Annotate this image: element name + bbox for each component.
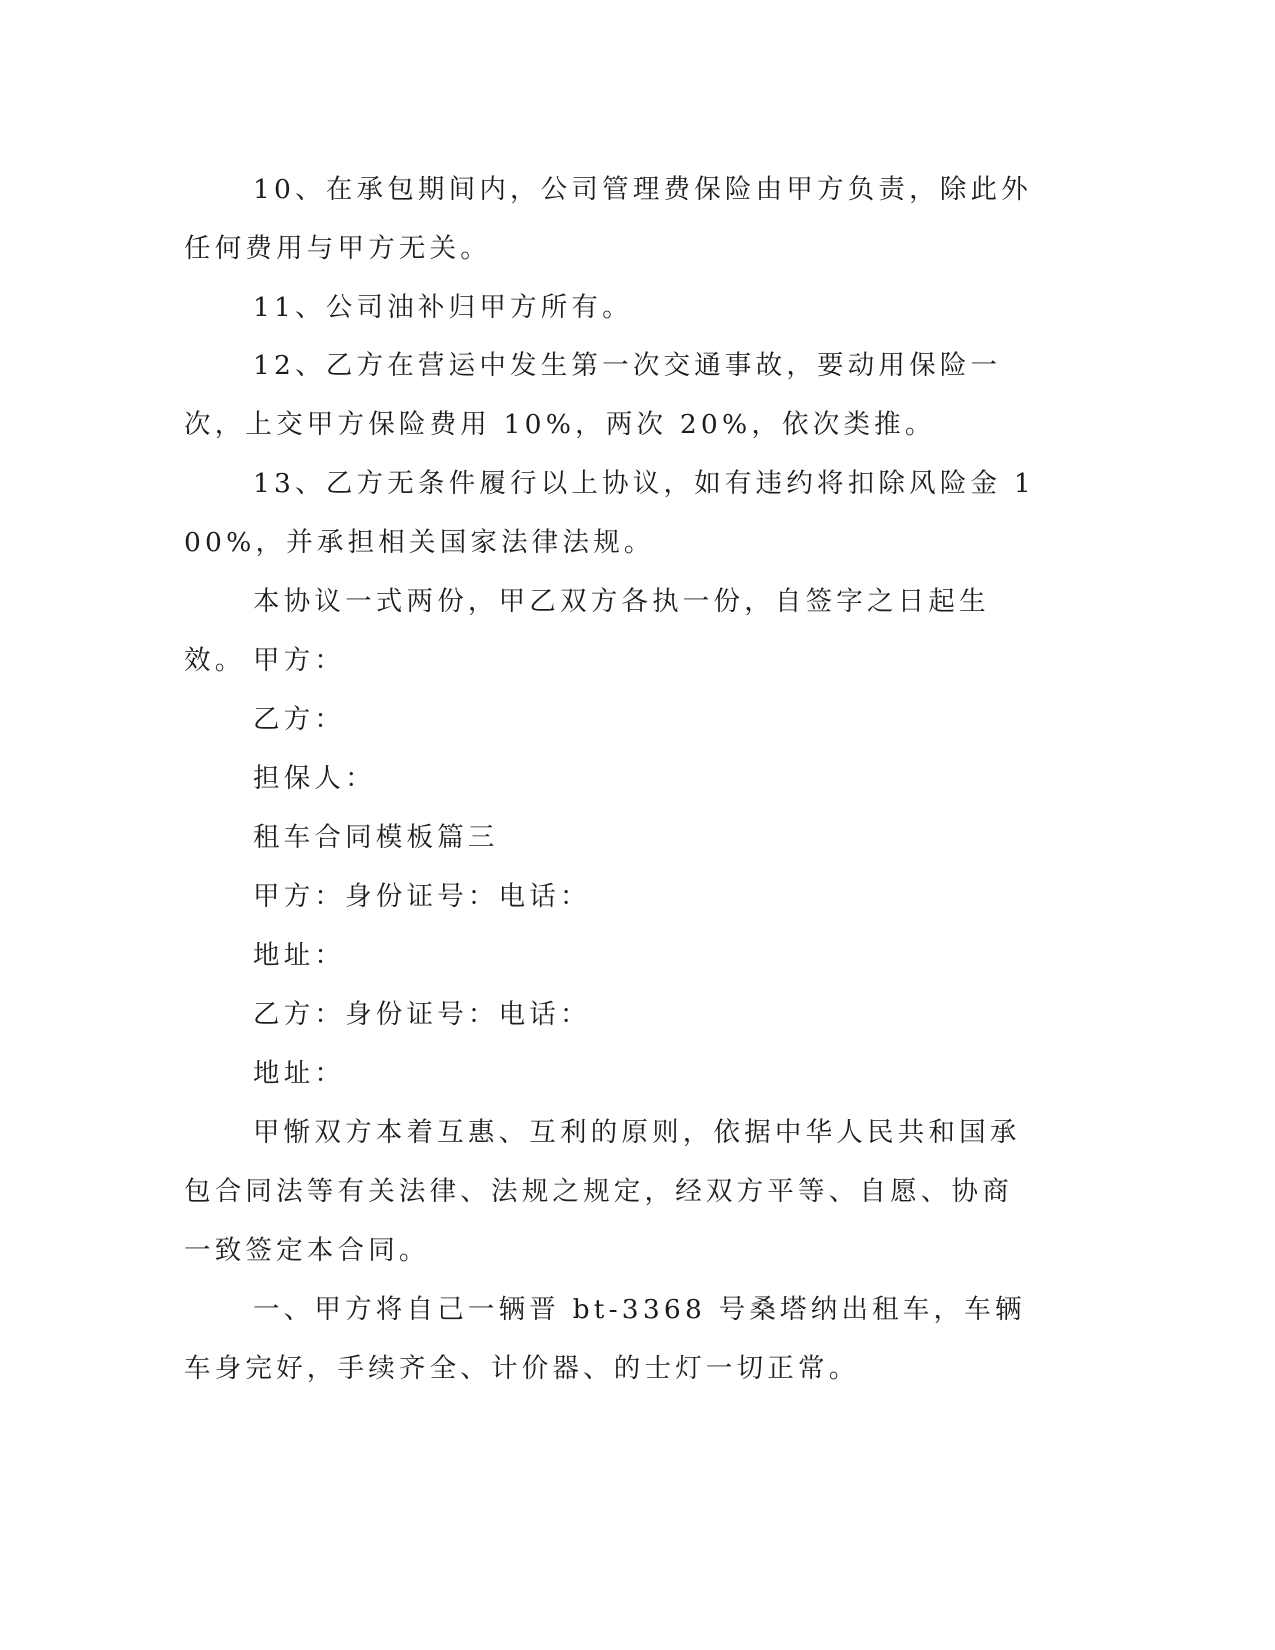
party-b-address: 地址： [253,1058,346,1089]
party-a-address: 地址： [253,940,346,971]
party-b-info: 乙方：身份证号：电话： [253,999,591,1030]
clause-10: 10、在承包期间内，公司管理费保险由甲方负责，除此外任何费用与甲方无关。 [184,174,1032,264]
agreement-effective-statement: 本协议一式两份，甲乙双方各执一份，自签字之日起生效。 [184,586,990,676]
contract-preamble: 甲惭双方本着互惠、互利的原则，依据中华人民共和国承包合同法等有关法律、法规之规定，经双方平等、自愿、协商一致签定本合同。 [184,1117,1021,1266]
clause-12: 12、乙方在营运中发生第一次交通事故，要动用保险一次，上交甲方保险费用 10%，两次 20%，依次类推。 [184,350,1002,440]
party-b-signature-line: 乙方： [253,704,346,735]
guarantor-signature-line: 担保人： [253,763,376,794]
party-a-info: 甲方：身份证号：电话： [253,881,591,912]
clause-11: 11、公司油补归甲方所有。 [253,292,633,323]
clause-one: 一、甲方将自己一辆晋 bt-3368 号桑塔纳出租车，车辆车身完好，手续齐全、计价器、的士灯一切正常。 [184,1294,1026,1384]
clause-13: 13、乙方无条件履行以上协议，如有违约将扣除风险金 100%，并承担相关国家法律法规。 [184,468,1035,558]
party-a-signature-line: 甲方： [253,645,346,676]
section-heading: 租车合同模板篇三 [253,822,499,853]
